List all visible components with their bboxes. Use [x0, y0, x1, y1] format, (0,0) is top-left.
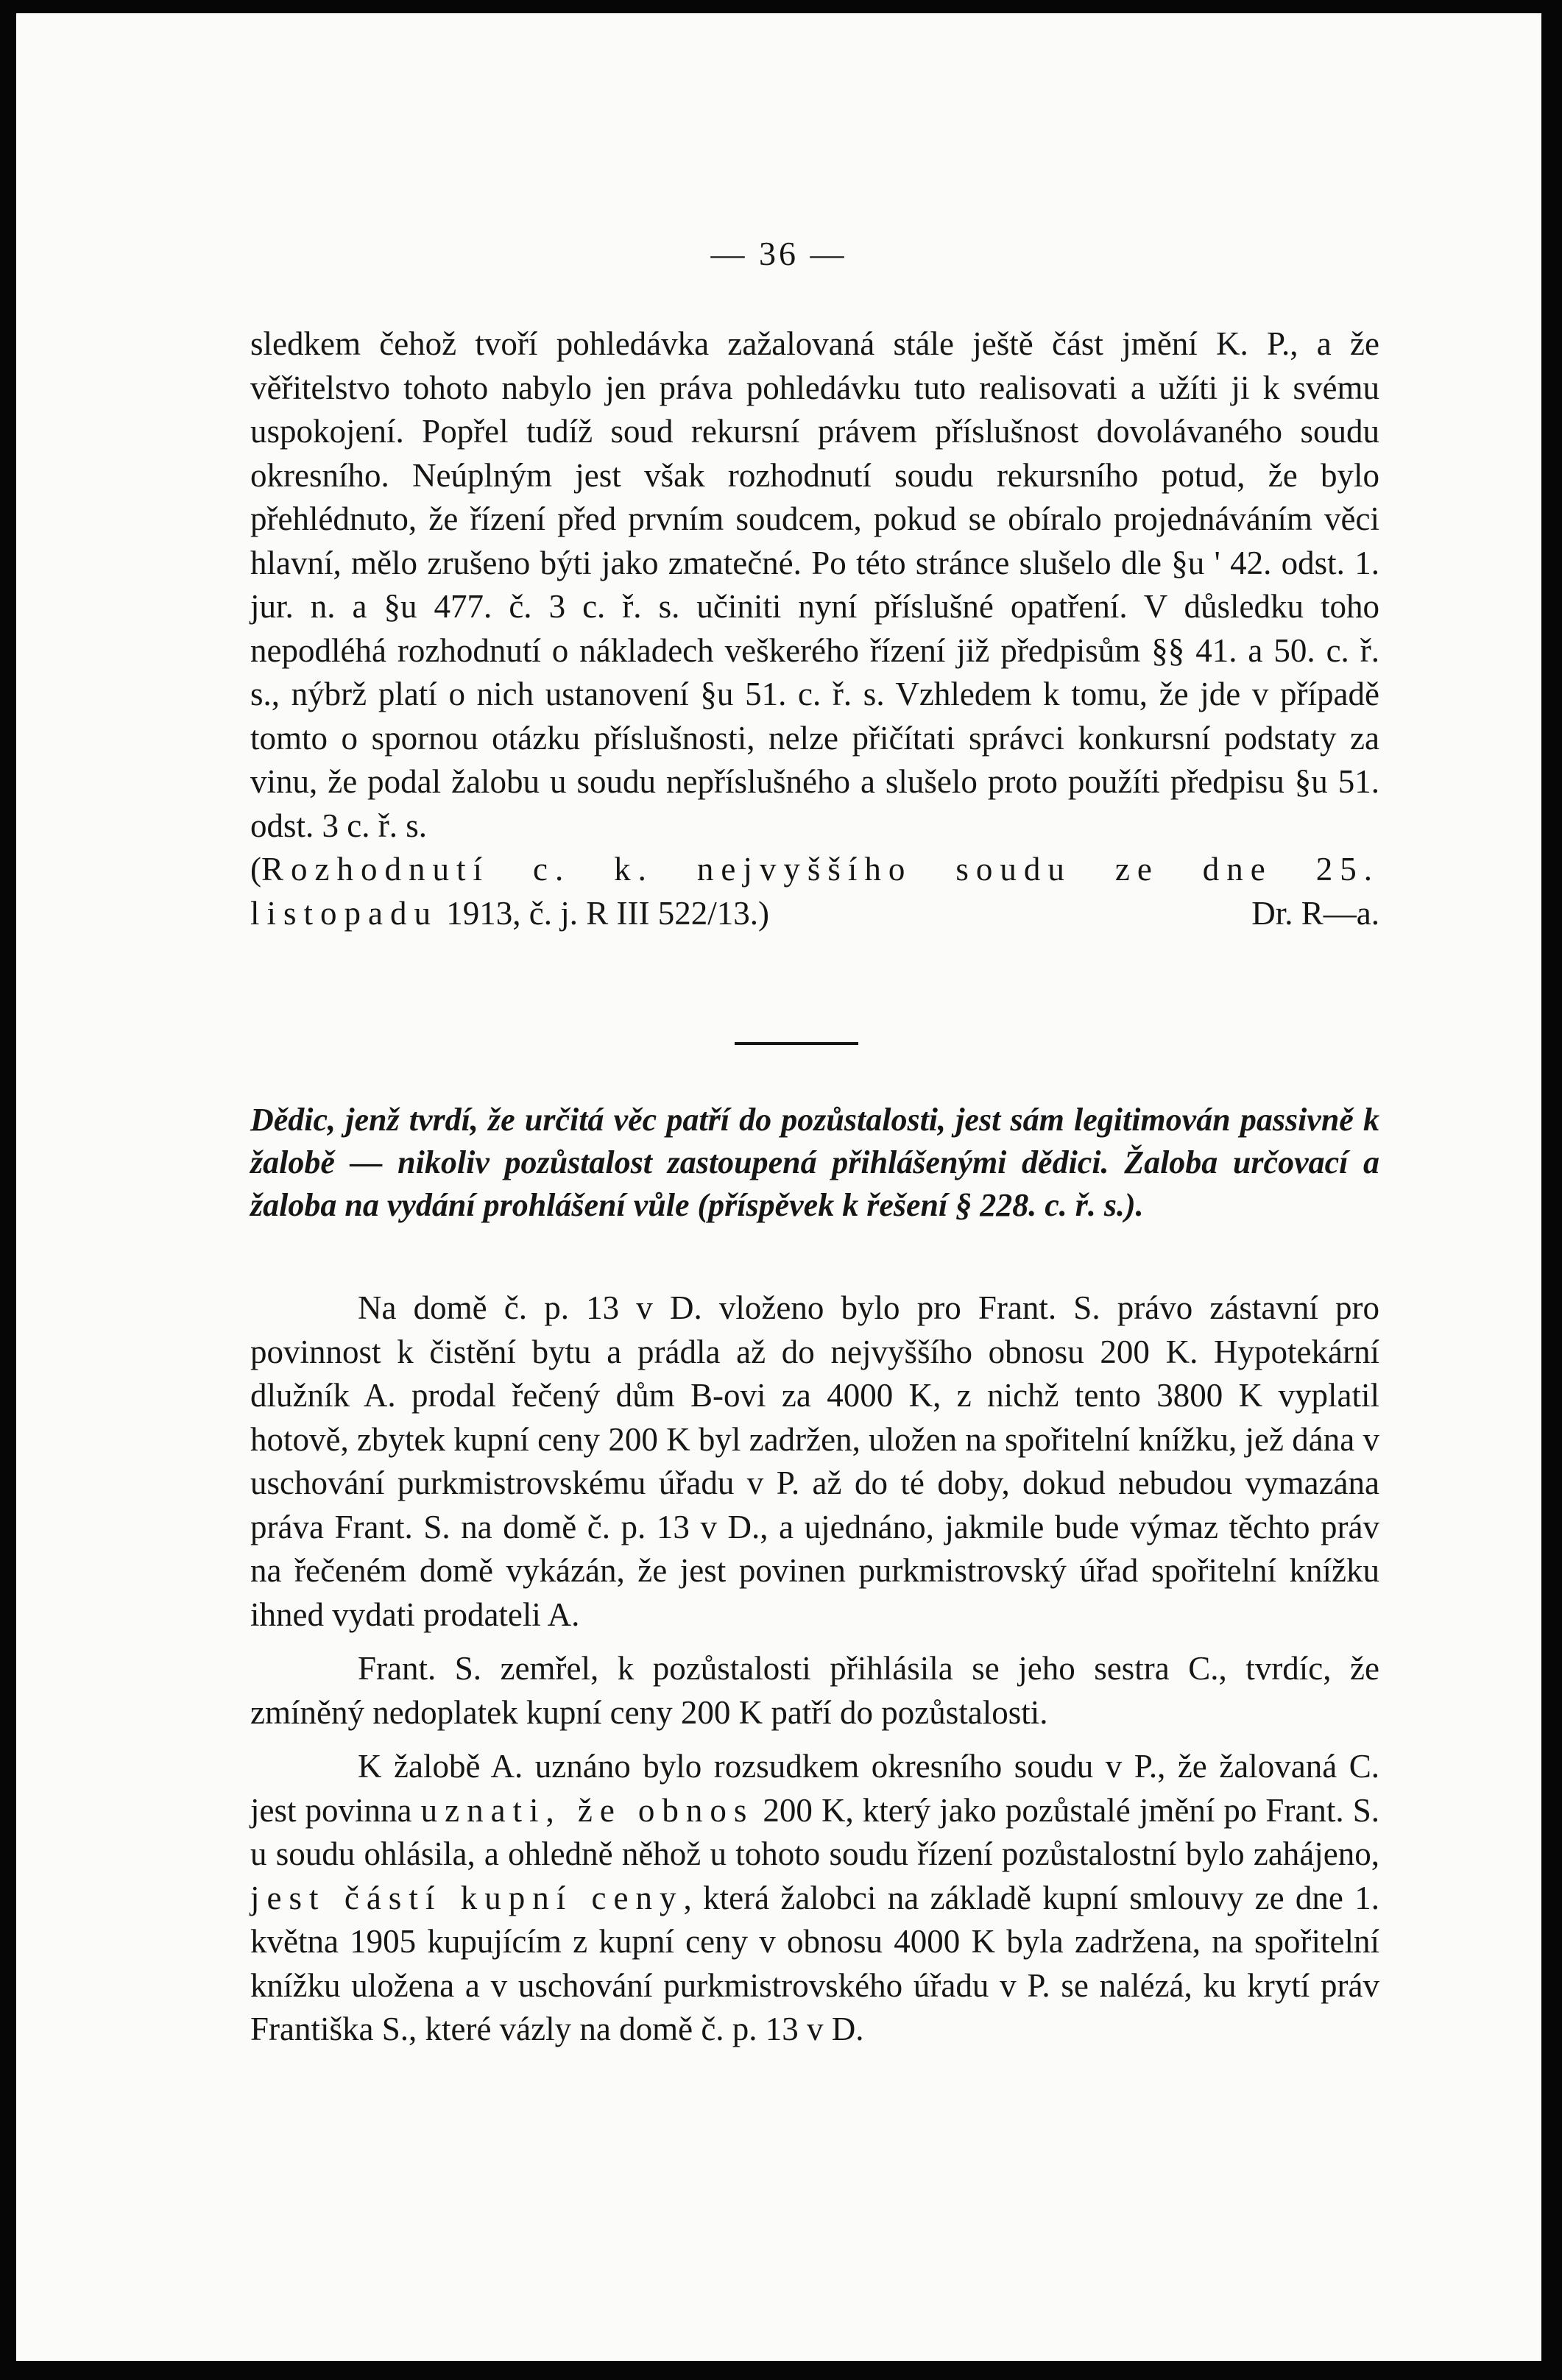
paragraph-text: K žalobě A. uznáno bylo rozsudkem okresního soudu v P., že žalovaná C. jest povinna — [250, 1748, 1379, 1829]
section-divider — [735, 1042, 858, 1045]
court-citation — [250, 848, 1379, 935]
citation-open: ( — [250, 851, 261, 888]
author-signature: Dr. R—a. — [1251, 894, 1379, 932]
body-text-top — [250, 322, 1379, 935]
emphasized-text: uznati, že obnos — [420, 1791, 755, 1829]
citation-court: Rozhodnutí c. k. nejvyššího soudu ze dne 25. listopadu — [250, 851, 1379, 932]
citation-reference: 1913, č. j. R III 522/13.) — [438, 894, 769, 932]
page-number: — 36 — — [710, 235, 847, 272]
paragraph: Na domě č. p. 13 v D. vloženo bylo pro Frant. S. právo zástavní pro povinnost k čistění bytu a prádla až do nejvyššího obnosu 200 K. Hypotekární dlužník A. prodal řečený dům B-ovi za 4000 K, z nichž tento 3800 K vyplatil hotově, zbytek kupní ceny 200 K byl zadržen, uložen na spořitelní knížku, jež dána v uschování purkmistrovskému úřadu v P. až do té doby, dokud nebudou vymazána práva Frant. S. na domě č. p. 13 v D., a ujednáno, jakmile bude výmaz těchto práv na řečeném domě vykázán, že jest povinen purkmistrovský úřad spořitelní knížku ihned vydati prodateli A. — [250, 1289, 1379, 1633]
paragraph: Frant. S. zemřel, k pozůstalosti přihlásila se jeho sestra C., tvrdíc, že zmíněný nedoplatek kupní ceny 200 K patří do pozůstalosti. — [250, 1650, 1379, 1731]
book-page — [16, 13, 1541, 2361]
paragraph — [250, 1745, 1379, 2052]
emphasized-text: jest částí kupní ceny — [250, 1879, 684, 1916]
paragraph: sledkem čehož tvoří pohledávka zažalovaná stále ještě část jmění K. P., a že věřitelstvo tohoto nabylo jen práva pohledávku tuto realisovati a užíti ji k svému uspokojení. Popřel tudíž soud rekursní právem příslušnost dovolávaného soudu okresního. Neúplným jest však rozhodnutí soudu rekursního potud, že bylo přehlédnuto, že řízení před prvním soudcem, pokud se obíralo projednáváním věci hlavní, mělo zrušeno býti jako zmatečné. Po této stránce slušelo dle §u ' 42. odst. 1. jur. n. a §u 477. č. 3 c. ř. s. učiniti nyní příslušné opatření. V důsledku toho nepodléhá rozhodnutí o nákladech veškerého řízení již předpisům §§ 41. a 50. c. ř. s., nýbrž platí o nich ustanovení §u 51. c. ř. s. Vzhledem k tomu, že jde v případě tomto o spornou otázku příslušnosti, nelze přičítati správci konkursní podstaty za vinu, že podal žalobu u soudu nepříslušného a slušelo proto použíti předpisu §u 51. odst. 3 c. ř. s. — [250, 325, 1379, 844]
paragraph-text: , která žalobci na základě kupní smlouvy ze dne 1. května 1905 kupujícím z kupní ceny v obnosu 4000 K byla zadržena, na spořitelní knížku uložena a v uschování purkmistrovského úřadu v P. se nalézá, ku krytí práv Františka S., které vázly na domě č. p. 13 v D. — [250, 1879, 1379, 2047]
paragraph-text: 200 K, který jako pozůstalé jmění po Frant. S. u soudu ohlásila, a ohledně něhož u tohoto soudu řízení pozůstalostní bylo zahájeno, — [250, 1791, 1379, 1872]
body-text-bottom — [250, 1286, 1379, 2052]
section-heading: Dědic, jenž tvrdí, že určitá věc patří do pozůstalosti, jest sám legitimován passivně k žalobě — nikoliv pozůstalost zastoupená přihlášenými dědici. Žaloba určovací a žaloba na vydání prohlášení vůle (příspěvek k řešení § 228. c. ř. s.). — [250, 1102, 1379, 1223]
